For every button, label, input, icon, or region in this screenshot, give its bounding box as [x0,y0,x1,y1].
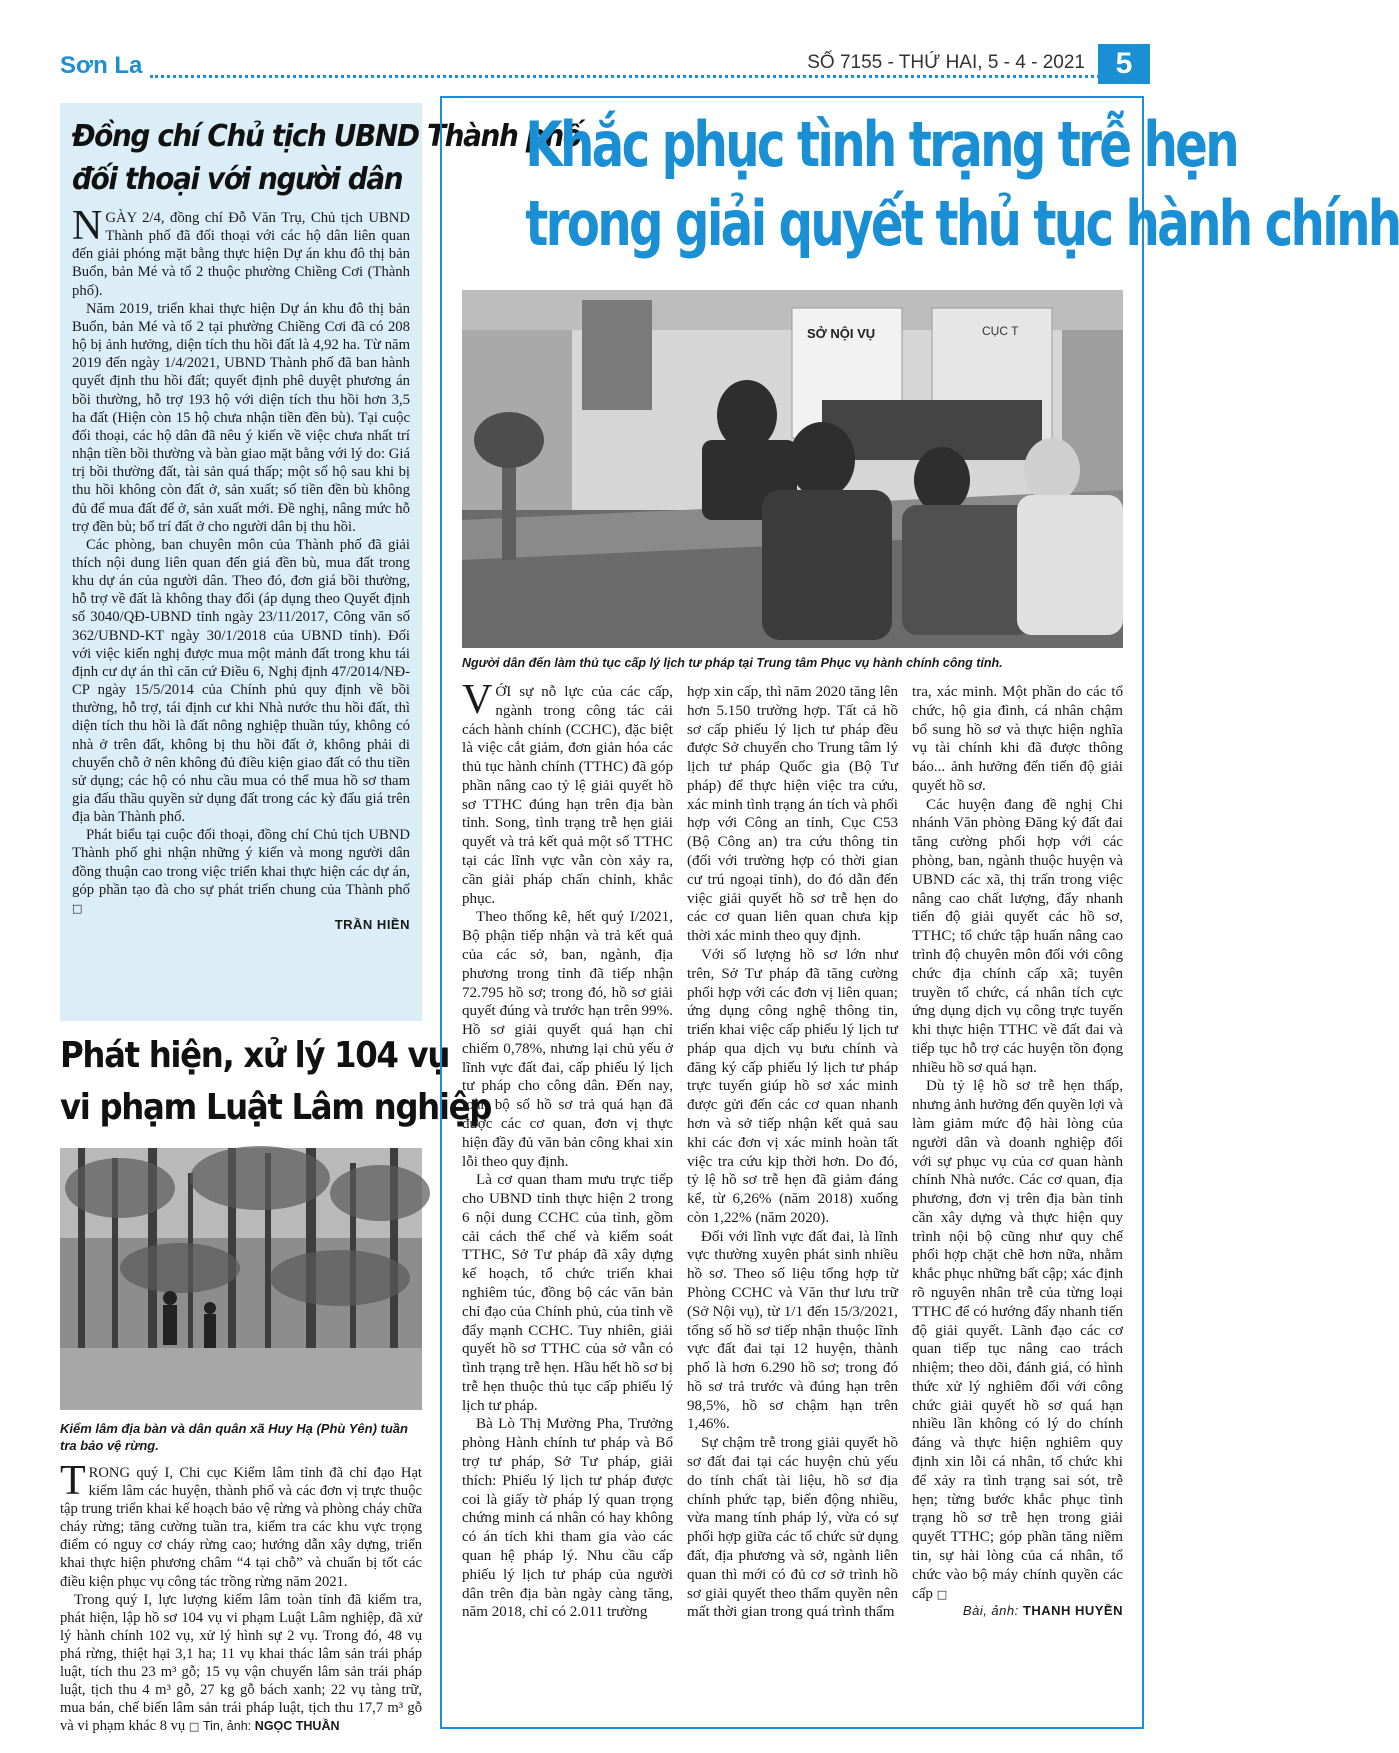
lead-text: RONG quý I, Chi cục Kiểm lâm tỉnh đã chỉ đạo Hạt kiểm lâm các huyện, thành phố và các đơn vị trực thuộc tập trung triển khai kế hoạch bảo vệ rừng và phòng cháy chữa cháy rừng; tăng cường tuần tra, kiểm tra các khu vực trọng điểm có nguy cơ cháy rừng cao; hướng dẫn xây dựng, triển khai thực hiện phương châm “4 tại chỗ” và chuẩn bị tốt các điều kiện phục vụ công tác trồng rừng năm 2021. [60,1465,422,1590]
drop-cap: N [72,203,103,249]
forest-paragraph [60,1591,422,1736]
end-mark: □ [188,1720,200,1734]
forest-title-line-2: vi phạm Luật Lâm nghiệp [60,1087,492,1128]
paragraph-text: Trong quý I, lực lượng kiểm lâm toàn tỉnh đã kiểm tra, phát hiện, lập hồ sơ 104 vụ vi phạm Luật Lâm nghiệp, đã xử lý hành chính 102 vụ, xử lý hình sự 2 vụ. Trong đó, 48 vụ phá rừng, thiệt hại 3,1 ha; 11 vụ khai thác lâm sản trái pháp luật, tích thu 23 m³ gỗ; 15 vụ vận chuyển lâm sản trái pháp luật, tịch thu 4 m³ gỗ, 27 kg gỗ bách xanh; 22 vụ tàng trữ, mua bán, chế biến lâm sản trái pháp luật, tịch thu 17,7 m³ gỗ và vi phạm khác 8 vụ [60,1591,422,1735]
dialogue-paragraph [72,826,410,917]
service-center-photo [462,290,1123,648]
main-column-1 [462,677,673,1713]
dialogue-paragraph: Các phòng, ban chuyên môn của Thành phố đã giải thích nội dung liên quan đến giá đền bù, mua đất trong khu dự án của người dân. Theo đó, đơn giá bồi thường, hỗ trợ về đất là không thay đổi (áp dụng theo Quyết định số 3040/QĐ-UBND tỉnh ngày 23/11/2017, Công văn số 362/UBND-KT ngày 30/1/2018 của UBND tỉnh). Đối với việc kiến nghị được mua một mảnh đất trong khu tái định cư dự án thì căn cứ Điều 6, Nghị định 47/2014/NĐ-CP ngày 15/5/2014 của Chính phủ quy định về bồi thường, hỗ trợ, tái định cư khi Nhà nước thu hồi đất, thì diện tích thu hồi là đất nông nghiệp thuần túy, không có nhà ở trên đất, không bị thu hồi đất ở, không phải di chuyển chỗ ở nên không đủ điều kiện giao đất có thu tiền sử dụng; các hộ có nhu cầu mua có thể mua hồ sơ tham gia đấu thầu quyền sử dụng đất trong các kỳ đấu giá trên địa bàn Thành phố. [72,536,410,826]
dialogue-title-line-1: Đồng chí Chủ tịch UBND Thành phố [72,119,581,154]
main-paragraph [912,1077,1123,1603]
main-article-title [525,105,1399,263]
page-number: 5 [1098,44,1150,84]
forest-patrol-photo [60,1148,422,1410]
dialogue-article-title [72,115,581,201]
main-lead-paragraph [462,677,673,908]
drop-cap: V [462,677,493,723]
main-paragraph: Bà Lò Thị Mường Pha, Trưởng phòng Hành chính tư pháp và Bổ trợ tư pháp, Sở Tư pháp, giải thích: Phiếu lý lịch tư pháp được coi là giấy tờ pháp lý quan trọng chứng minh cá nhân có hay không có án tích khi tham gia vào các quan hệ pháp lý. Nhu cầu cấp phiếu lý lịch tư pháp của người dân trên địa bàn ngày càng tăng, năm 2018, chỉ có 2.011 trường [462,1416,673,1621]
forest-article [60,1030,492,1735]
main-paragraph: Các huyện đang đề nghị Chi nhánh Văn phòng Đăng ký đất đai tăng cường phối hợp với các phòng, ban, ngành thuộc huyện và UBND các xã, thị trấn trong việc nâng cao chất lượng, đẩy nhanh tiến độ giải quyết các hồ sơ, TTHC; tổ chức tập huấn nâng cao trình độ chuyên môn đối với công chức địa chính cấp xã; tuyên truyền tổ chức, cá nhân tích cực ứng dụng dịch vụ công trực tuyến khi thực hiện TTHC về đất đai và tiếp tục hỗ trợ các huyện tồn đọng nhiều hồ sơ quá hạn. [912,796,1123,1076]
dialogue-title-line-2: đối thoại với người dân [72,162,403,197]
dialogue-byline: TRẦN HIỀN [334,917,410,933]
paragraph-text: Dù tỷ lệ hồ sơ trễ hẹn thấp, nhưng ảnh hưởng đến quyền lợi và làm giảm mức độ hài lòng của người dân và doanh nghiệp đối với sự phục vụ của cơ quan hành chính Nhà nước. Các cơ quan, địa phương, đơn vị trên địa bàn tỉnh cần xây dựng và thực hiện quy trình nội bộ cũng như quy chế phối hợp chặt chẽ hơn nữa, nhằm khắc phục những bất cập; xác định rõ nguyên nhân trễ của từng loại TTHC để có hướng đẩy nhanh tiến độ giải quyết. Lãnh đạo các cơ quan tiếp tục nâng cao trách nhiệm; theo dõi, đánh giá, có hình thức xử lý nghiêm đối với công chức giải quyết hồ sơ quá hạn nhiều lần không có lý do chính đáng và thực hiện nghiêm quy định xin lỗi cá nhân, tổ chức khi để xảy ra tình trạng sai sót, trễ hẹn; từng bước khắc phục tình trạng hồ sơ trễ hẹn trong giải quyết TTHC; góp phần tăng niềm tin, sự hài lòng của cá nhân, tổ chức vào bộ máy chính quyền các cấp [912,1078,1123,1602]
main-byline-name: THANH HUYỀN [1022,1603,1123,1619]
main-column-3 [912,683,1123,1713]
forest-lead-paragraph [60,1458,422,1591]
main-paragraph: tra, xác minh. Một phần do các tổ chức, hộ gia đình, cá nhân chậm bổ sung hồ sơ và thực hiện nghĩa vụ tài chính khi đã được thông báo... ảnh hưởng đến tiến độ giải quyết hồ sơ. [912,684,1123,794]
main-byline [912,1603,1123,1619]
lead-text: GÀY 2/4, đồng chí Đỗ Văn Trụ, Chủ tịch UBND Thành phố đã đối thoại với các hộ dân liên quan đến giải phóng mặt bằng thực hiện Dự án khu đô thị bản Buổn, bản Mé và tổ 2 thuộc phường Chiềng Cơi (Thành phố). [72,210,410,299]
main-paragraph: Đối với lĩnh vực đất đai, là lĩnh vực thường xuyên phát sinh nhiều hồ sơ. Theo số liệu tổng hợp từ Phòng CCHC và Văn thư lưu trữ (Sở Nội vụ), từ 1/1 đến 15/3/2021, tổng số hồ sơ tiếp nhận thuộc lĩnh vực đất đai tại 12 huyện, thành phố là hơn 6.290 hồ sơ; trong đó hồ sơ trả trước và đúng hạn trên 98,5%, hồ sơ chậm hạn trên 1,46%. [687,1228,898,1433]
main-paragraph: Theo thống kê, hết quý I/2021, Bộ phận tiếp nhận và trả kết quả của các sở, ban, ngành, địa phương trong tỉnh đã tiếp nhận 72.795 hồ sơ; trong đó, hồ sơ giải quyết đúng và trước hạn trên 99%. Hồ sơ giải quyết quá hạn chỉ chiếm 0,78%, nhưng lại chủ yếu ở lĩnh vực đất đai, cấp phiếu lý lịch tư pháp cho công dân. Đến nay, toàn bộ số hồ sơ trả quá hạn đã được các cơ quan, đơn vị thực hiện đầy đủ văn bản công khai xin lỗi theo quy định. [462,909,673,1170]
lead-text: ỚI sự nỗ lực của các cấp, ngành trong công tác cải cách hành chính (CCHC), đặc biệt là việc cắt giảm, đơn giản hóa các thủ tục hành chính (TTHC) đã góp phần nâng cao tỷ lệ giải quyết hồ sơ TTHC đúng hạn trên địa bàn tỉnh. Song, tình trạng trễ hẹn giải quyết và trả kết quả một số TTHC tại các lĩnh vực vẫn còn xảy ra, cần giải pháp chấn chỉnh, khắc phục. [462,684,673,907]
main-paragraph: Sự chậm trễ trong giải quyết hồ sơ đất đai tại các huyện chủ yếu do tính chất tài liệu, hồ sơ địa chính phức tạp, biến động nhiều, vừa mang tính pháp lý, vừa có sự phối hợp giữa các tổ chức sử dụng đất, địa phương và sở, ngành liên quan thì mới có đủ cơ sở trình hồ sơ giải quyết theo thẩm quyền nên mất thời gian trong quá trình thẩm [687,1435,898,1621]
photo-sign-text: SỞ NỘI VỤ [807,326,876,341]
byline-prefix: Bài, ảnh: [962,1603,1019,1619]
main-paragraph: Với số lượng hồ sơ lớn như trên, Sở Tư pháp đã tăng cường phối hợp với các đơn vị liên quan; ứng dụng công nghệ thông tin, triển khai việc cấp phiếu lý lịch tư pháp qua dịch vụ bưu chính và đăng ký cấp phiếu lý lịch tư pháp trực tuyến giúp hồ sơ xác minh được gửi đến các cơ quan nhanh hơn và sở tiếp nhận kết quả sau khi các đơn vị xác minh hoàn tất việc tra cứu kịp thời hơn. Do đó, tỷ lệ hồ sơ trễ hẹn đã giảm đáng kể, từ 6,26% (năm 2018) xuống còn 1,22% (năm 2020). [687,946,898,1226]
main-photo-caption: Người dân đến làm thủ tục cấp lý lịch tư pháp tại Trung tâm Phục vụ hành chính công tỉnh. [462,656,1003,670]
forest-title-line-1: Phát hiện, xử lý 104 vụ [60,1035,450,1076]
paragraph-text: Phát biểu tại cuộc đối thoại, đồng chí Chủ tịch UBND Thành phố ghi nhận những ý kiến và mong người dân đồng thuận cao trong việc triển khai thực hiện các dự án, góp phần tạo đà cho sự phát triển chung của Thành phố [72,827,410,898]
byline-prefix: Tin, ảnh: [202,1719,252,1734]
dialogue-lead-paragraph [72,203,410,300]
section-label: Sơn La [60,52,143,79]
main-title-line-2: trong giải quyết thủ tục hành chính [525,187,1399,260]
end-mark: □ [72,901,83,915]
dialogue-article-body [72,203,410,933]
header-dotted-rule [150,75,1100,78]
end-mark: □ [936,1587,948,1601]
main-title-line-1: Khắc phục tình trạng trễ hẹn [525,108,1237,181]
main-article-body [462,677,1124,1713]
drop-cap: T [60,1458,86,1504]
main-paragraph: hợp xin cấp, thì năm 2020 tăng lên hơn 5.150 trường hợp. Tất cả hồ sơ cấp phiếu lý lịch tư pháp đều được Sở chuyển cho Trung tâm lý lịch tư pháp Quốc gia (Bộ Tư pháp) để thực hiện việc tra cứu, xác minh tình trạng án tích và phối hợp với Công an tỉnh, Cục C53 (Bộ Công an) tra cứu thông tin (đối với trường hợp có thời gian cư trú ngoại tỉnh), do đó dẫn đến việc giải quyết hồ sơ trễ hẹn do các cơ quan liên quan chưa kịp thời xác minh theo quy định. [687,684,898,945]
issue-date: SỐ 7155 - THỨ HAI, 5 - 4 - 2021 [799,52,1085,74]
forest-byline: NGỌC THUẦN [254,1719,340,1734]
forest-article-body [60,1458,422,1735]
forest-article-title [60,1030,492,1134]
main-column-2 [687,683,898,1713]
dialogue-paragraph: Năm 2019, triển khai thực hiện Dự án khu đô thị bản Buổn, bản Mé và tổ 2 tại phường Chiềng Cơi đã có 208 hộ bị ảnh hưởng, diện tích thu hồi đất là 4,92 ha. Từ năm 2019 đến ngày 1/4/2021, UBND Thành phố đã ban hành quyết định thu hồi đất; quyết định phê duyệt phương án bồi thường, hỗ trợ 193 hộ với diện tích thu hồi hơn 3,5 ha đất (Hiện còn 15 hộ chưa nhận tiền đền bù). Tại cuộc đối thoại, các hộ dân đã nêu ý kiến về việc chưa nhất trí nhận tiền bồi thường và bàn giao mặt bằng với lý do: Giá trị bồi thường đất, tài sản quá thấp; một số hộ sau khi bị thu hồi không còn đất ở, sản xuất; số tiền đền bù không đủ để mua đất để ở, sản xuất mới. Đề nghị, nâng mức hỗ trợ đền bù; bố trí đất ở cho người dân bị thu hồi. [72,300,410,535]
main-paragraph: Là cơ quan tham mưu trực tiếp cho UBND tỉnh thực hiện 2 trong 6 nội dung CCHC của tỉnh, gồm cải cách thể chế và kiểm soát TTHC, Sở Tư pháp đã xây dựng kế hoạch, tổ chức triển khai nghiêm túc, đồng bộ các văn bản chỉ đạo của Chính phủ, của tỉnh về đẩy mạnh CCHC. Tuy nhiên, giải quyết hồ sơ TTHC của sở vẫn có tình trạng trễ hẹn. Hầu hết hồ sơ bị trễ hẹn thuộc thủ tục cấp phiếu lý lịch tư pháp. [462,1172,673,1414]
page-header [60,48,1150,84]
photo-sign-text: CỤC T [982,324,1019,338]
forest-photo-caption: Kiểm lâm địa bàn và dân quân xã Huy Hạ (Phù Yên) tuần tra bảo vệ rừng. [60,1421,408,1453]
